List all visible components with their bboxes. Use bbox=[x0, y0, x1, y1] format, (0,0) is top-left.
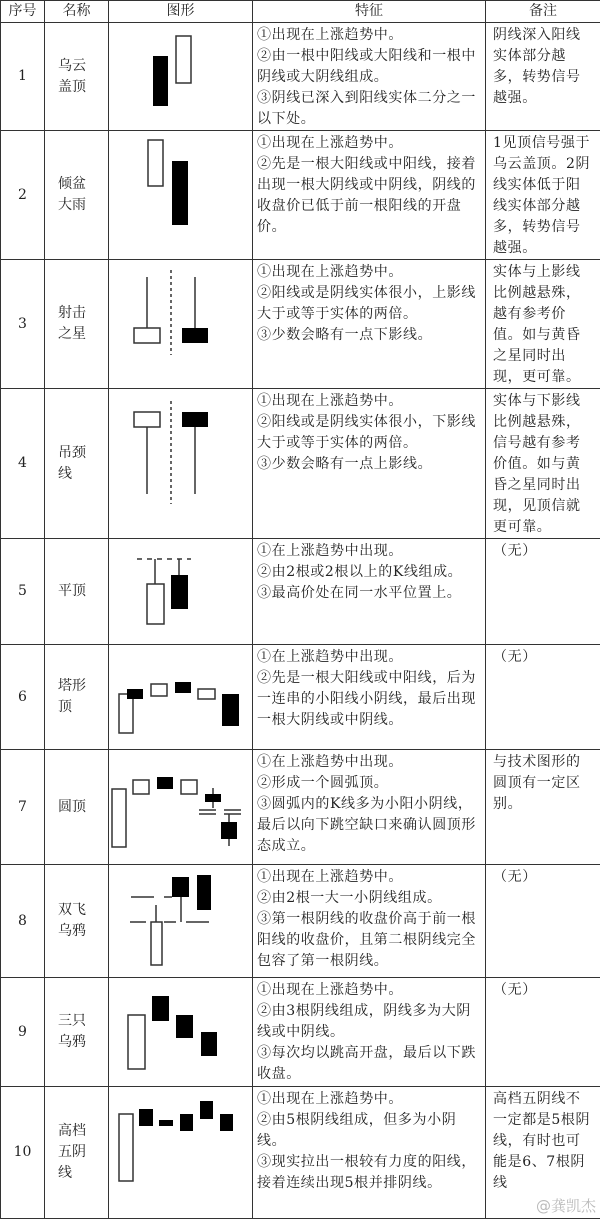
feature-item: ①出现在上涨趋势中。 bbox=[257, 25, 481, 46]
feature-item: ③现实拉出一根较有力度的阳线，接着连续出现5根并排阴线。 bbox=[257, 1152, 481, 1194]
pattern-features bbox=[253, 539, 486, 645]
table-row bbox=[1, 645, 600, 750]
pattern-name: 乌云 盖顶 bbox=[45, 23, 109, 131]
feature-item: ②由5根阴线组成，但多为小阴线。 bbox=[257, 1110, 481, 1152]
table-row bbox=[1, 389, 600, 539]
feature-item: ③第一根阴线的收盘价高于前一根阳线的收盘价，且第二根阴线完全包容了第一根阴线。 bbox=[257, 909, 481, 972]
feature-item: ③每次均以跳高开盘，最后以下跌收盘。 bbox=[257, 1043, 481, 1085]
pattern-note: （无） bbox=[493, 867, 594, 888]
candlestick-diagram bbox=[109, 539, 253, 645]
header-figure: 图形 bbox=[109, 1, 253, 23]
pattern-figure bbox=[109, 23, 253, 131]
feature-item: ①出现在上涨趋势中。 bbox=[257, 391, 481, 412]
row-number: 3 bbox=[1, 260, 45, 389]
candlestick-diagram bbox=[109, 645, 253, 750]
feature-item: ②阳线或是阴线实体很小，上影线大于或等于实体的两倍。 bbox=[257, 283, 481, 325]
table-row bbox=[1, 23, 600, 131]
row-number: 10 bbox=[1, 1087, 45, 1219]
feature-item: ②由一根中阳线或大阳线和一根中阴线或大阴线组成。 bbox=[257, 46, 481, 88]
pattern-name: 倾盆 大雨 bbox=[45, 131, 109, 260]
feature-item: ②形成一个圆弧顶。 bbox=[257, 773, 481, 794]
row-number: 9 bbox=[1, 978, 45, 1087]
feature-item: ②先是一根大阳线或中阳线，后为一连串的小阳线小阴线，最后出现一根大阴线或中阴线。 bbox=[257, 668, 481, 731]
pattern-features bbox=[253, 645, 486, 750]
feature-item: ③最高价处在同一水平位置上。 bbox=[257, 583, 481, 604]
feature-item: ②由2根一大一小阴线组成。 bbox=[257, 888, 481, 909]
pattern-note-cell bbox=[486, 750, 600, 865]
pattern-note: 1见顶信号强于乌云盖顶。2阴线实体低于阳线实体部分越多，转势信号越强。 bbox=[493, 133, 594, 259]
pattern-note-cell bbox=[486, 978, 600, 1087]
row-number: 8 bbox=[1, 865, 45, 978]
feature-item: ①出现在上涨趋势中。 bbox=[257, 980, 481, 1001]
row-number: 2 bbox=[1, 131, 45, 260]
pattern-figure bbox=[109, 865, 253, 978]
feature-item: ①出现在上涨趋势中。 bbox=[257, 1089, 481, 1110]
table-row bbox=[1, 978, 600, 1087]
table-row bbox=[1, 260, 600, 389]
pattern-note-cell bbox=[486, 645, 600, 750]
pattern-features bbox=[253, 260, 486, 389]
feature-item: ①在上涨趋势中出现。 bbox=[257, 647, 481, 668]
feature-item: ①出现在上涨趋势中。 bbox=[257, 867, 481, 888]
pattern-note: 高档五阴线不一定都是5根阴线，有时也可能是6、7根阴线 bbox=[493, 1089, 594, 1194]
feature-item: ②先是一根大阳线或中阳线，接着出现一根大阴线或中阴线，阴线的收盘价已低于前一根阳线的开盘价。 bbox=[257, 154, 481, 238]
pattern-figure bbox=[109, 1087, 253, 1219]
feature-item: ③少数会略有一点下影线。 bbox=[257, 325, 481, 346]
pattern-note: 阴线深入阳线实体部分越多，转势信号越强。 bbox=[493, 25, 594, 109]
feature-item: ②由2根或2根以上的K线组成。 bbox=[257, 562, 481, 583]
table-row bbox=[1, 865, 600, 978]
candlestick-diagram bbox=[109, 260, 253, 365]
feature-item: ①出现在上涨趋势中。 bbox=[257, 133, 481, 154]
pattern-features bbox=[253, 978, 486, 1087]
pattern-features bbox=[253, 23, 486, 131]
feature-item: ①在上涨趋势中出现。 bbox=[257, 752, 481, 773]
pattern-note: （无） bbox=[493, 980, 594, 1001]
pattern-note: （无） bbox=[493, 647, 594, 668]
candlestick-diagram bbox=[109, 978, 253, 1087]
pattern-note-cell bbox=[486, 865, 600, 978]
pattern-note-cell bbox=[486, 23, 600, 131]
candlestick-diagram bbox=[109, 865, 253, 978]
pattern-features bbox=[253, 865, 486, 978]
pattern-features bbox=[253, 1087, 486, 1219]
pattern-figure bbox=[109, 539, 253, 645]
pattern-name: 塔形 顶 bbox=[45, 645, 109, 750]
row-number: 5 bbox=[1, 539, 45, 645]
candlestick-diagram bbox=[109, 131, 253, 238]
pattern-figure bbox=[109, 389, 253, 539]
table-row bbox=[1, 1087, 600, 1219]
header-num: 序号 bbox=[1, 1, 45, 23]
header-row bbox=[1, 1, 600, 23]
header-notes: 备注 bbox=[486, 1, 600, 23]
feature-item: ①出现在上涨趋势中。 bbox=[257, 262, 481, 283]
candlestick-diagram bbox=[109, 1087, 253, 1207]
watermark: @龚凯杰 bbox=[536, 1196, 596, 1216]
pattern-figure bbox=[109, 260, 253, 389]
header-name: 名称 bbox=[45, 1, 109, 23]
header-features: 特征 bbox=[253, 1, 486, 23]
table-row bbox=[1, 131, 600, 260]
row-number: 4 bbox=[1, 389, 45, 539]
candlestick-diagram bbox=[109, 389, 253, 516]
candlestick-diagram bbox=[109, 750, 253, 865]
row-number: 6 bbox=[1, 645, 45, 750]
pattern-figure bbox=[109, 750, 253, 865]
pattern-note-cell bbox=[486, 131, 600, 260]
feature-item: ③阴线已深入到阳线实体二分之一以下处。 bbox=[257, 88, 481, 130]
pattern-name: 三只 乌鸦 bbox=[45, 978, 109, 1087]
row-number: 7 bbox=[1, 750, 45, 865]
pattern-note: 与技术图形的圆顶有一定区别。 bbox=[493, 752, 594, 815]
pattern-name: 双飞 乌鸦 bbox=[45, 865, 109, 978]
pattern-note-cell bbox=[486, 1087, 600, 1219]
pattern-name: 平顶 bbox=[45, 539, 109, 645]
table-row bbox=[1, 539, 600, 645]
feature-item: ②阳线或是阴线实体很小，下影线大于或等于实体的两倍。 bbox=[257, 412, 481, 454]
pattern-figure bbox=[109, 645, 253, 750]
feature-item: ③少数会略有一点上影线。 bbox=[257, 454, 481, 475]
candlestick-diagram bbox=[109, 23, 253, 129]
row-number: 1 bbox=[1, 23, 45, 131]
pattern-name: 射击 之星 bbox=[45, 260, 109, 389]
pattern-name: 吊颈 线 bbox=[45, 389, 109, 539]
pattern-features bbox=[253, 131, 486, 260]
feature-item: ②由3根阴线组成，阴线多为大阴线或中阴线。 bbox=[257, 1001, 481, 1043]
pattern-figure bbox=[109, 978, 253, 1087]
pattern-note-cell bbox=[486, 389, 600, 539]
pattern-name: 圆顶 bbox=[45, 750, 109, 865]
pattern-name: 高档 五阴 线 bbox=[45, 1087, 109, 1219]
feature-item: ③圆弧内的K线多为小阳小阴线，最后以向下跳空缺口来确认圆顶形态成立。 bbox=[257, 794, 481, 857]
table-row bbox=[1, 750, 600, 865]
pattern-features bbox=[253, 389, 486, 539]
pattern-note: 实体与上影线比例越悬殊，越有参考价值。如与黄昏之星同时出现，更可靠。 bbox=[493, 262, 594, 388]
pattern-note: 实体与下影线比例越悬殊，信号越有参考价值。如与黄昏之星同时出现，见顶信就更可靠。 bbox=[493, 391, 594, 538]
pattern-figure bbox=[109, 131, 253, 260]
pattern-note: （无） bbox=[493, 541, 594, 562]
pattern-features bbox=[253, 750, 486, 865]
pattern-note-cell bbox=[486, 260, 600, 389]
pattern-note-cell bbox=[486, 539, 600, 645]
feature-item: ①在上涨趋势中出现。 bbox=[257, 541, 481, 562]
